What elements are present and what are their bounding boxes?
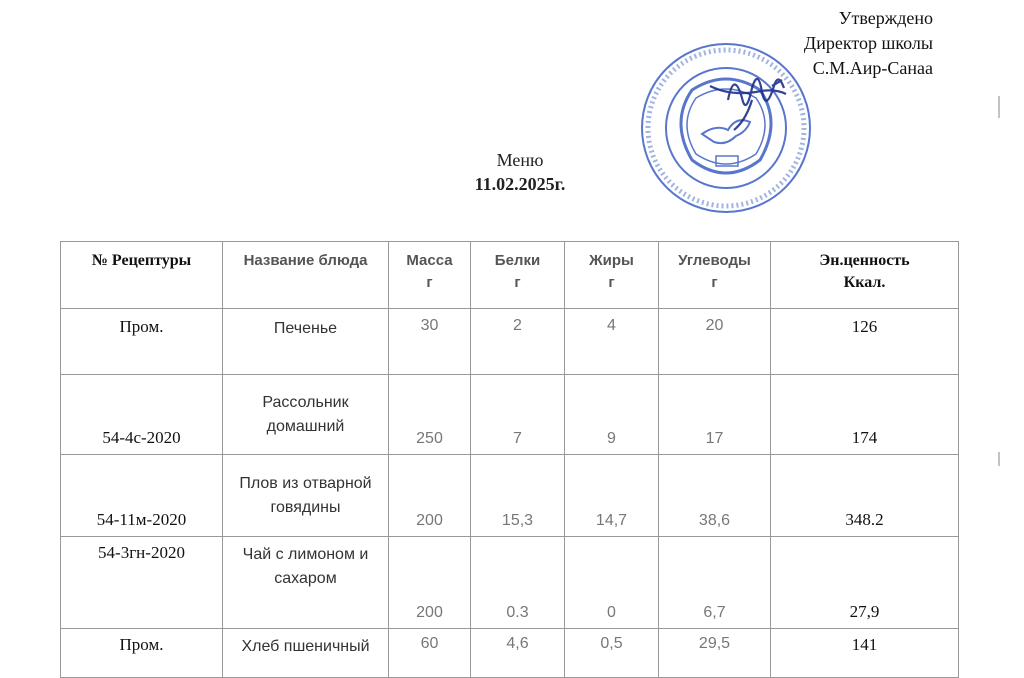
mass-value: 250 (389, 375, 471, 455)
approval-position: Директор школы (803, 33, 933, 53)
table-row (61, 309, 959, 375)
energy-value: 174 (771, 375, 959, 455)
dish-name: Рассольник домашний (223, 375, 389, 455)
protein-value: 0.3 (471, 537, 565, 629)
table-row (61, 455, 959, 537)
carbs-value: 29,5 (659, 629, 771, 678)
menu-table (60, 241, 959, 678)
approval-signatory: С.М.Аир-Санаа (812, 58, 933, 78)
table-row (61, 629, 959, 678)
recipe-code: 54-3гн-2020 (61, 537, 223, 629)
carbs-value: 20 (659, 309, 771, 375)
carbs-value: 38,6 (659, 455, 771, 537)
menu-date: 11.02.2025г. (474, 174, 566, 194)
approval-title: Утверждено (838, 8, 933, 28)
mass-value: 200 (389, 537, 471, 629)
protein-value: 7 (471, 375, 565, 455)
fat-value: 0 (565, 537, 659, 629)
recipe-code: Пром. (61, 629, 223, 678)
menu-heading: Меню (496, 150, 544, 170)
recipe-code: 54-11м-2020 (61, 455, 223, 537)
table-header-row (61, 242, 959, 309)
document-title (420, 148, 620, 196)
approval-block (804, 6, 933, 81)
fat-value: 0,5 (565, 629, 659, 678)
energy-value: 126 (771, 309, 959, 375)
header-dish: Название блюда (223, 242, 389, 309)
school-seal-stamp-icon (632, 38, 818, 218)
recipe-code: Пром. (61, 309, 223, 375)
scan-artifact (998, 96, 1000, 118)
header-carbs: Углеводы г (659, 242, 771, 309)
energy-value: 27,9 (771, 537, 959, 629)
mass-value: 200 (389, 455, 471, 537)
dish-name: Печенье (223, 309, 389, 375)
table-row (61, 537, 959, 629)
energy-value: 141 (771, 629, 959, 678)
scan-artifact (998, 452, 1000, 466)
table-row (61, 375, 959, 455)
carbs-value: 17 (659, 375, 771, 455)
recipe-code: 54-4с-2020 (61, 375, 223, 455)
header-protein: Белки г (471, 242, 565, 309)
fat-value: 14,7 (565, 455, 659, 537)
header-mass: Масса г (389, 242, 471, 309)
header-recipe: № Рецептуры (61, 242, 223, 309)
mass-value: 60 (389, 629, 471, 678)
protein-value: 2 (471, 309, 565, 375)
dish-name: Чай с лимоном и сахаром (223, 537, 389, 629)
protein-value: 15,3 (471, 455, 565, 537)
header-fat: Жиры г (565, 242, 659, 309)
header-energy: Эн.ценность Ккал. (771, 242, 959, 309)
fat-value: 4 (565, 309, 659, 375)
mass-value: 30 (389, 309, 471, 375)
dish-name: Хлеб пшеничный (223, 629, 389, 678)
energy-value: 348.2 (771, 455, 959, 537)
fat-value: 9 (565, 375, 659, 455)
carbs-value: 6,7 (659, 537, 771, 629)
dish-name: Плов из отварной говядины (223, 455, 389, 537)
protein-value: 4,6 (471, 629, 565, 678)
